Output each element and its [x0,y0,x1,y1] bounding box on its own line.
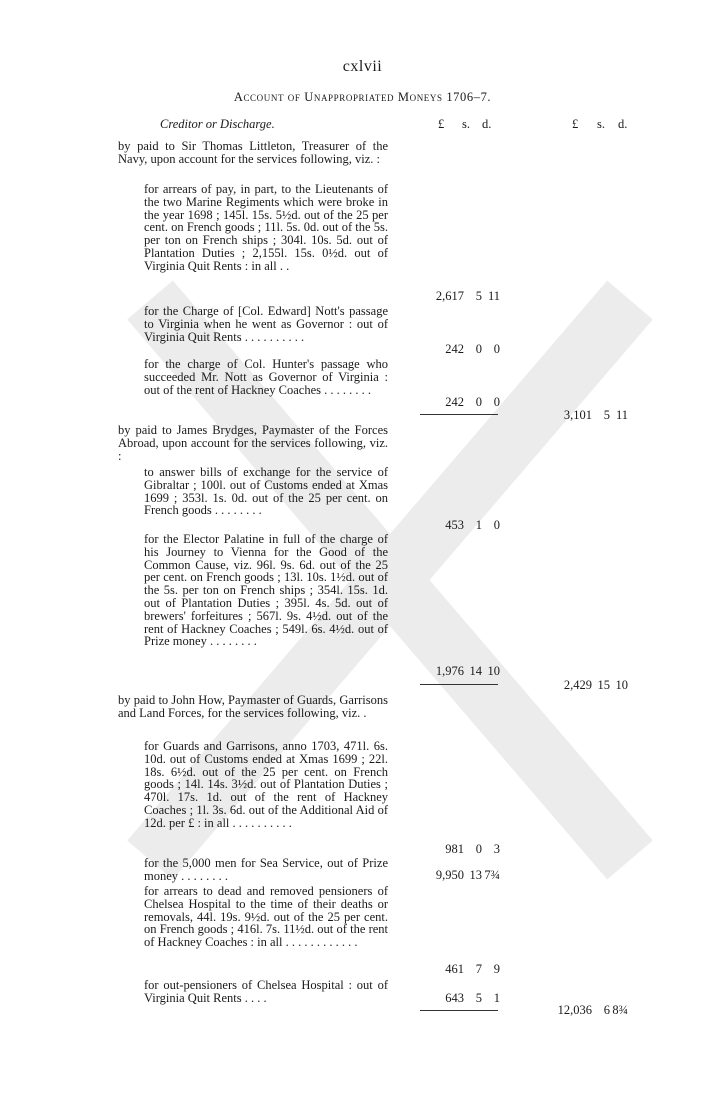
entry-amount: 461 7 9 [445,962,500,976]
section-total: 2,429 15 10 [563,678,628,692]
entry-text: for arrears to dead and removed pensioners of Chelsea Hospital to the time of their deaths or removals, 44l. 19s. 9½d. out of the 25 per cent. on French goods ; 416l. 7s. 11½d. out of the rent of Hackney Coaches : in all . . . . . . . . . . . . [144,884,388,950]
entry-text: for the 5,000 men for Sea Service, out of Prize money . . . . . . . . [144,856,388,883]
entry-text: for arrears of pay, in part, to the Lieutenants of the two Marine Regiments which were broke in the year 1698 ; 145l. 15s. 5½d. out of the 25 per cent. on French goods ; 11l. 5s. 0d. out of the 5s. per ton on French ships ; 304l. 10s. 5d. out of Plantation Duties ; 2,155l. 15s. 0½d. out of Virginia Quit Rents : in all . . [144,182,388,273]
subtotal-rule [420,1010,498,1011]
entry-amount: 453 1 0 [445,518,500,532]
entry-amount: 643 5 1 [445,991,500,1005]
entry-amount: 9,950 13 7¾ [435,868,500,882]
entry-amount: 242 0 0 [445,395,500,409]
header-creditor: Creditor or Discharge. [160,117,275,131]
section-intro: by paid to James Brydges, Paymaster of the Forces Abroad, upon account for the services following, viz. : [118,423,388,463]
section-total: 3,101 5 11 [563,408,628,422]
entry-text: for the charge of Col. Hunter's passage who succeeded Mr. Nott as Governor of Virginia : out of the rent of Hackney Coaches . . . . . . . . [144,357,388,397]
header-col2-shillings: s. [597,117,605,131]
header-col2-pounds: £ [572,117,579,131]
entry-text: for the Charge of [Col. Edward] Nott's passage to Virginia when he went as Governor : out of Virginia Quit Rents . . . . . . . . . . [144,304,388,344]
entry-amount: 242 0 0 [445,342,500,356]
section-total: 12,036 6 8¾ [557,1003,628,1017]
header-col1-pence: d. [482,117,492,131]
entry-text: for Guards and Garrisons, anno 1703, 471l. 6s. 10d. out of Customs ended at Xmas 1699 ; 22l. 18s. 6½d. out of the 25 per cent. on French goods ; 14l. 14s. 3½d. out of Plantation Duties ; 470l. 17s. 1d. out of the rent of Hackney Coaches ; 1l. 3s. 6d. out of the Additional Aid of 12d. per £ : in all . . . . . . . . . . [144,739,388,830]
page-title: Account of Unappropriated Moneys 1706–7. [233,90,492,104]
entry-amount: 1,976 14 10 [435,664,500,678]
section-intro: by paid to John How, Paymaster of Guards, Garrisons and Land Forces, for the services following, viz. . [118,693,388,720]
subtotal-rule [420,414,498,415]
section-intro: by paid to Sir Thomas Littleton, Treasurer of the Navy, upon account for the services following, viz. : [118,139,388,166]
page-number: cxlvii [342,58,383,75]
entry-amount: 2,617 5 11 [435,289,500,303]
header-col2-pence: d. [618,117,628,131]
header-col1-shillings: s. [462,117,470,131]
entry-amount: 981 0 3 [445,842,500,856]
entry-text: to answer bills of exchange for the service of Gibraltar ; 100l. out of Customs ended at Xmas 1699 ; 353l. 1s. 0d. out of the 25 per cent. on French goods . . . . . . . . [144,465,388,518]
entry-text: for out-pensioners of Chelsea Hospital : out of Virginia Quit Rents . . . . [144,978,388,1005]
header-col1-pounds: £ [438,117,445,131]
subtotal-rule [420,684,498,685]
entry-text: for the Elector Palatine in full of the charge of his Journey to Vienna for the Good of the Common Cause, viz. 96l. 9s. 6d. out of the 25 per cent. on French goods ; 13l. 10s. 1½d. out of the 5s. per ton on French ships ; 354l. 15s. 1d. out of Plantation Duties ; 395l. 4s. 5d. out of brewers' forfeitures ; 567l. 9s. 4½d. out of the rent of Hackney Coaches ; 549l. 6s. 4½d. out of Prize money . . . . . . . . [144,532,388,649]
